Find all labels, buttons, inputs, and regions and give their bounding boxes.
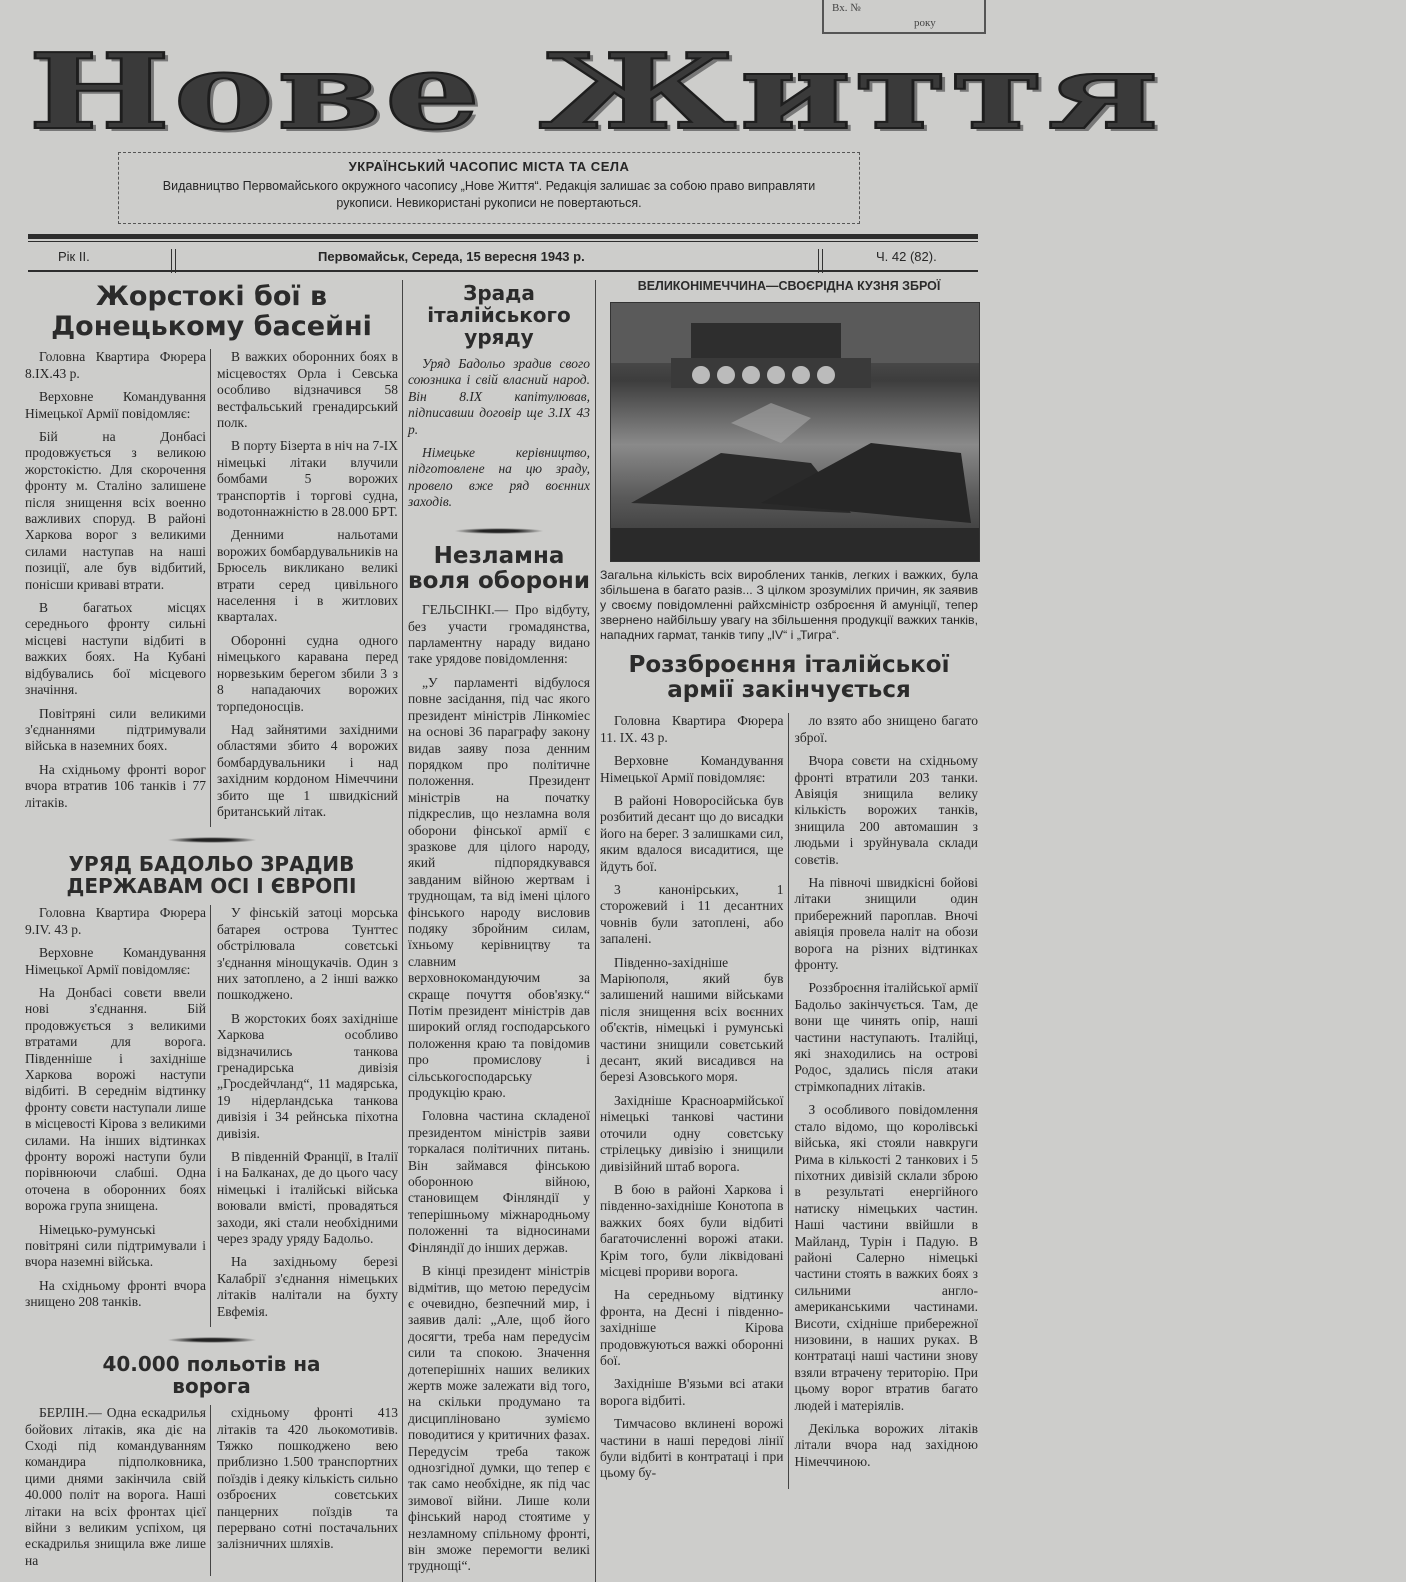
paragraph: В багатьох місцях середнього фронту сильні місцеві наступи відбиті в важких боях. На Кубані відбувались бої місцевого значіння. (25, 600, 206, 698)
article-headline: УРЯД БАДОЛЬО ЗРАДИВ ДЕРЖАВАМ ОСІ І ЄВРОПІ (66, 852, 357, 899)
paragraph: На півночі швидкісні бойові літаки знищили один прибережний пароплав. Вночі авіяція провела наліт на обози ворога на різних відтинках фронту. (794, 875, 978, 973)
article-headline: 40.000 польотів на ворога (102, 1352, 321, 1399)
paragraph: В кінці президент міністрів відмітив, що метою передусім є очевидно, безпечний мир, і заявив далі: „Але, щоб його досягти, треба нам передусім сили та спокою. Значення дотеперішніх наших великих жертв може залежати від того, на скільки продумано та дисципліновано зуміємо поводитися у критичних фазах. Передусім треба також однозгідної думки, що тепер є так само необхідне, як під час зимової війни. Лише коли фінський народ стоятиме у незламному спільному фронті, він зможе перемогти великі труднощі“. (408, 1263, 590, 1574)
newspaper-name: Нове Життя (28, 30, 1162, 153)
masthead-title (28, 30, 1162, 153)
article-column (210, 905, 398, 1327)
paragraph: На східньому фронті ворог вчора втратив 106 танків і 77 літаків. (25, 761, 206, 810)
issue-number: Ч. 42 (82). (876, 249, 937, 264)
paragraph: Бій на Донбасі продовжується з великою жорстокістю. Для скорочення фронту м. Сталіно залишене після знищення всіх военно важливих споруд. В районі Харкова ворог з великими силами наступав на наші позиції, але був відбитий, понісши криваві втрати. (25, 429, 206, 592)
paragraph: Тимчасово вклинені ворожі частини в наші передові лінії були відбиті в контратаці і при цьому бу- (600, 1416, 784, 1481)
article-headline: Роззброєння італійської армії закінчується (628, 651, 950, 704)
tank-photo-graphic (611, 303, 979, 561)
ornament-divider (454, 528, 544, 534)
paragraph: Головна частина складеної президентом міністрів заяви торкалася політичних питань. Він займався фінською оборонною війною, становищем Фінляндії у теперішньому міжнародньому положенні та відносинами Фінляндії до інших держав. (408, 1108, 590, 1255)
stamp-year-label: року (914, 17, 936, 29)
paragraph: Головна Квартира Фюрера 11. IX. 43 р. (600, 713, 784, 745)
article-column (788, 713, 979, 1488)
paragraph: На західньому березі Калабрії з'єднання німецьких літаків налітали на бухту Евфемія. (217, 1254, 398, 1319)
paragraph: Уряд Бадольо зрадив свого союзника і свій власний народ. Він 8.IX капітулював, підписавши договір ще 3.IX 43 р. (408, 356, 590, 437)
right-section (600, 280, 978, 1489)
year-label: Рік II. (58, 249, 90, 264)
article-body (25, 349, 398, 827)
paragraph: Повітряні сили великими з'єднаннями підтримували війська в наземних боях. (25, 705, 206, 754)
paragraph: На Донбасі совєти ввели нові з'єднання. Бій продовжується з великими втратами для ворога. Південніше і західніше Харкова ворожі наступи відбиті. В середнім відтинку фронту совєти наступали лише в місцевості Кірова з великими силами. На інших відтинках фронту ворожі наступи були порівнюючи слабші. Одна оточена в оборонних боях ворожа група знищена. (25, 984, 206, 1214)
divider (28, 241, 978, 242)
article-column (25, 905, 206, 1327)
ornament-divider (167, 1337, 257, 1343)
issue-info-bar (28, 245, 978, 269)
registration-stamp (822, 0, 986, 34)
paragraph: „У парламенті відбулося повне засідання, під час якого президент міністрів Лінкоміес на основі 36 параграфу закону видав заяву поза денним порядком про політичне положення. Президент міністрів на початку підкреслив, що незламна воля оборони фінської армії є зразкове для цілого народу, який підпорядкувався завданим війною жертвам і труднощам, та від імені цілого фінського народу висловив подяку збройним силам, їхньому керівництву та славним верховнокомандуючим за скраще почуття обов'язку.“ Потім президент міністрів дав широкий огляд господарського положення краю та повідомив про промислову і сільськогосподарську продукцію краю. (408, 674, 590, 1101)
publisher-note: Видавництво Первомайського окружного часопису „Нове Життя“. Редакція залишає за собою право виправляти рукописи. Невикористані рукописи не повертаються. (162, 179, 816, 210)
paragraph: Оборонні судна одного німецького каравана перед норвезьким берегом збили 3 з 8 нападаючих ворожих торпедоносців. (217, 632, 398, 714)
article-headline: Зрада італійського уряду (427, 281, 571, 349)
paragraph: Декілька ворожих літаків літали вчора над західною Німеччиною. (794, 1421, 978, 1469)
paragraph: Південно-західніше Маріюполя, який був залишений нашими військами після знищення всіх воєнних об'єктів, німецькі і румунські частини знищили совєтський десант, який висадився на березі Азовського моря. (600, 954, 784, 1085)
place-date: Первомайськ, Середа, 15 вересня 1943 р. (318, 249, 585, 264)
paragraph: Головна Квартира Фюрера 8.IX.43 р. (25, 349, 206, 381)
article-column (25, 349, 206, 827)
article-column (210, 349, 398, 827)
paragraph: На середньому відтинку фронта, на Десні і південно-західніше Кірова продовжуються важкі оборонні бої. (600, 1287, 784, 1368)
stamp-in-label: Вх. № (832, 2, 861, 14)
article-column (408, 602, 590, 1582)
paragraph: Верховне Командування Німецької Армії повідомляє: (600, 753, 784, 785)
article-column (408, 356, 590, 518)
paragraph: В важких оборонних боях в місцевостях Орла і Севська особливо відзначився 58 вестфальський гренадирський полк. (217, 349, 398, 430)
paragraph: ло взято або знищено багато зброї. (794, 713, 978, 745)
paragraph: В порту Бізерта в ніч на 7-IX німецькі літаки влучили бомбами 5 ворожих транспортів і торгові судна, водотоннажністю в 28.000 БРТ. (217, 438, 398, 520)
middle-section (402, 280, 596, 1582)
paragraph: Роззброєння італійської армії Бадольо закінчується. Там, де вони ще чинять опір, наші частини наступають. Італійці, які знаходились на острові Родос, здались після атаки стрімкопадних літаків. (794, 980, 978, 1094)
ornament-divider (167, 837, 257, 843)
paragraph: Німецько-румунські повітряні сили підтримували і вчора наземні війська. (25, 1221, 206, 1270)
paragraph: БЕРЛІН.— Одна ескадрилья бойових літаків, яка діє на Сході під командуванням командира підполковника, цими днями закінчила свій 40.000 політ на ворога. Наші літаки на всіх фронтах цієї війни з великим успіхом, ця ескадрилья знищила вже лише на (25, 1405, 206, 1568)
paragraph: Західніше Красноармійської німецькі танкові частини оточили одну совєтську стрілецьку дивізію і знищили дивізійний штаб ворога. (600, 1092, 784, 1174)
paragraph: Над зайнятими західними областями збито 4 ворожих бомбардувальники і над західним кордоном Німеччини збито ще 1 швидкісний британський літак. (217, 721, 398, 819)
tank-factory-photo (610, 302, 980, 562)
divider (28, 234, 978, 239)
article-column (25, 1405, 206, 1576)
photo-heading: ВЕЛИКОНІМЕЧЧИНА—СВОЄРІДНА КУЗНЯ ЗБРОЇ (637, 279, 941, 293)
paragraph: В жорстоких боях західніше Харкова особливо відзначились танкова гренадирська дивізія „Гросдейчланд“, 11 мадярська, 19 нідерландська танкова дивізія і 34 рейнська піхотна дивізія. (217, 1010, 398, 1141)
paragraph: 3 канонірських, 1 сторожевий і 11 десантних човнів були затоплені, або запалені. (600, 882, 784, 947)
paragraph: У фінській затоці морська батарея острова Тунттес обстрілювала совєтські з'єднання мінощукачів. Один з них затоплено, а 2 інші важко пошкоджено. (217, 905, 398, 1003)
paragraph: В бою в районі Харкова і південно-західніше Конотопа в важких боях були відбиті багаточисленні ворожі атаки. Крім того, були ліквідовані місцеві прориви ворога. (600, 1181, 784, 1279)
article-headline: Незламна воля оборони (408, 542, 590, 594)
paragraph: Верховне Командування Німецької Армії повідомляє: (25, 389, 206, 421)
paragraph: Вчора совєти на східньому фронті втратили 203 танки. Авіяція знищила велику кількість ворожих танків, знищила 200 автомашин з людьми і зруйнувала склади совєтів. (794, 753, 978, 867)
paragraph: На східньому фронті вчора знищено 208 танків. (25, 1277, 206, 1310)
article-body (600, 713, 978, 1488)
article-column (210, 1405, 398, 1576)
article-body (25, 905, 398, 1327)
paragraph: Денними нальотами ворожих бомбардувальників на Брюсель викликано великі втрати серед цивільного населення і в житлових кварталах. (217, 527, 398, 625)
subtitle-box (118, 152, 860, 224)
paragraph: З особливого повідомлення стало відомо, що королівські війська, які стояли навкруги Рима в кількості 2 танкових і 5 піхотних дивізій склали зброю в результаті енергійного натиску німецьких частин. Наші частини ввійшли в Майланд, Турін і Падую. В районі Салерно німецькі частини стоять в важких боях з сильними англо-американськими частинами. Висоти, східніше прибережної низовини, в наших руках. В контратаці наші частини знову взяли втрачену територію. При цьому ворог втратив багато людей і матеріялів. (794, 1102, 978, 1413)
article-headline: Жорстокі бої в Донецькому басейні (51, 281, 372, 342)
article-column (600, 713, 784, 1488)
article-body (25, 1405, 398, 1576)
subtitle-heading: УКРАЇНСЬКИЙ ЧАСОПИС МІСТА ТА СЕЛА (348, 159, 630, 174)
paragraph: В районі Новоросійська був розбитий десант що до висадки його на берег. З залишками сил, яким вдалося висадитися, ще йдуть бої. (600, 792, 784, 874)
paragraph: ГЕЛЬСІНКІ.— Про відбуту, без участи громадянства, парламентну нараду видано таке урядове повідомлення: (408, 602, 590, 667)
paragraph: Головна Квартира Фюрера 9.IV. 43 р. (25, 905, 206, 937)
photo-caption: Загальна кількість всіх вироблених танків, легких і важких, була збільшена в багато разів... З цілком зрозумілих причин, як заявив у своєму повідомленні райхсміністр озброєння й амуніції, тепер звернено найбільшу увагу на збільшення продукції важких танків, нападних гармат, танків типу „IV“ і „Тигра“. (600, 567, 978, 642)
paragraph: Західніше В'язьми всі атаки ворога відбиті. (600, 1376, 784, 1408)
paragraph: В південній Франції, в Італії і на Балканах, де до цього часу німецькі і італійські війська воювали вмісті, провадяться заходи, які стали необхідними через зраду уряду Бадольо. (217, 1149, 398, 1247)
divider (28, 270, 978, 272)
paragraph: Верховне Командування Німецької Армії повідомляє: (25, 945, 206, 977)
paragraph: східньому фронті 413 літаків та 420 льокомотивів. Тяжко пошкоджено вею приблизно 1.500 транспортних поїздів і деяку кількість сильно озброєних совєтських панцерних поїздів та перервано сотні постачальних залізничних шляхів. (217, 1405, 398, 1552)
paragraph: Німецьке керівництво, підготовлене на цю зраду, провело вже ряд воєнних заходів. (408, 445, 590, 510)
left-section (25, 282, 398, 1576)
